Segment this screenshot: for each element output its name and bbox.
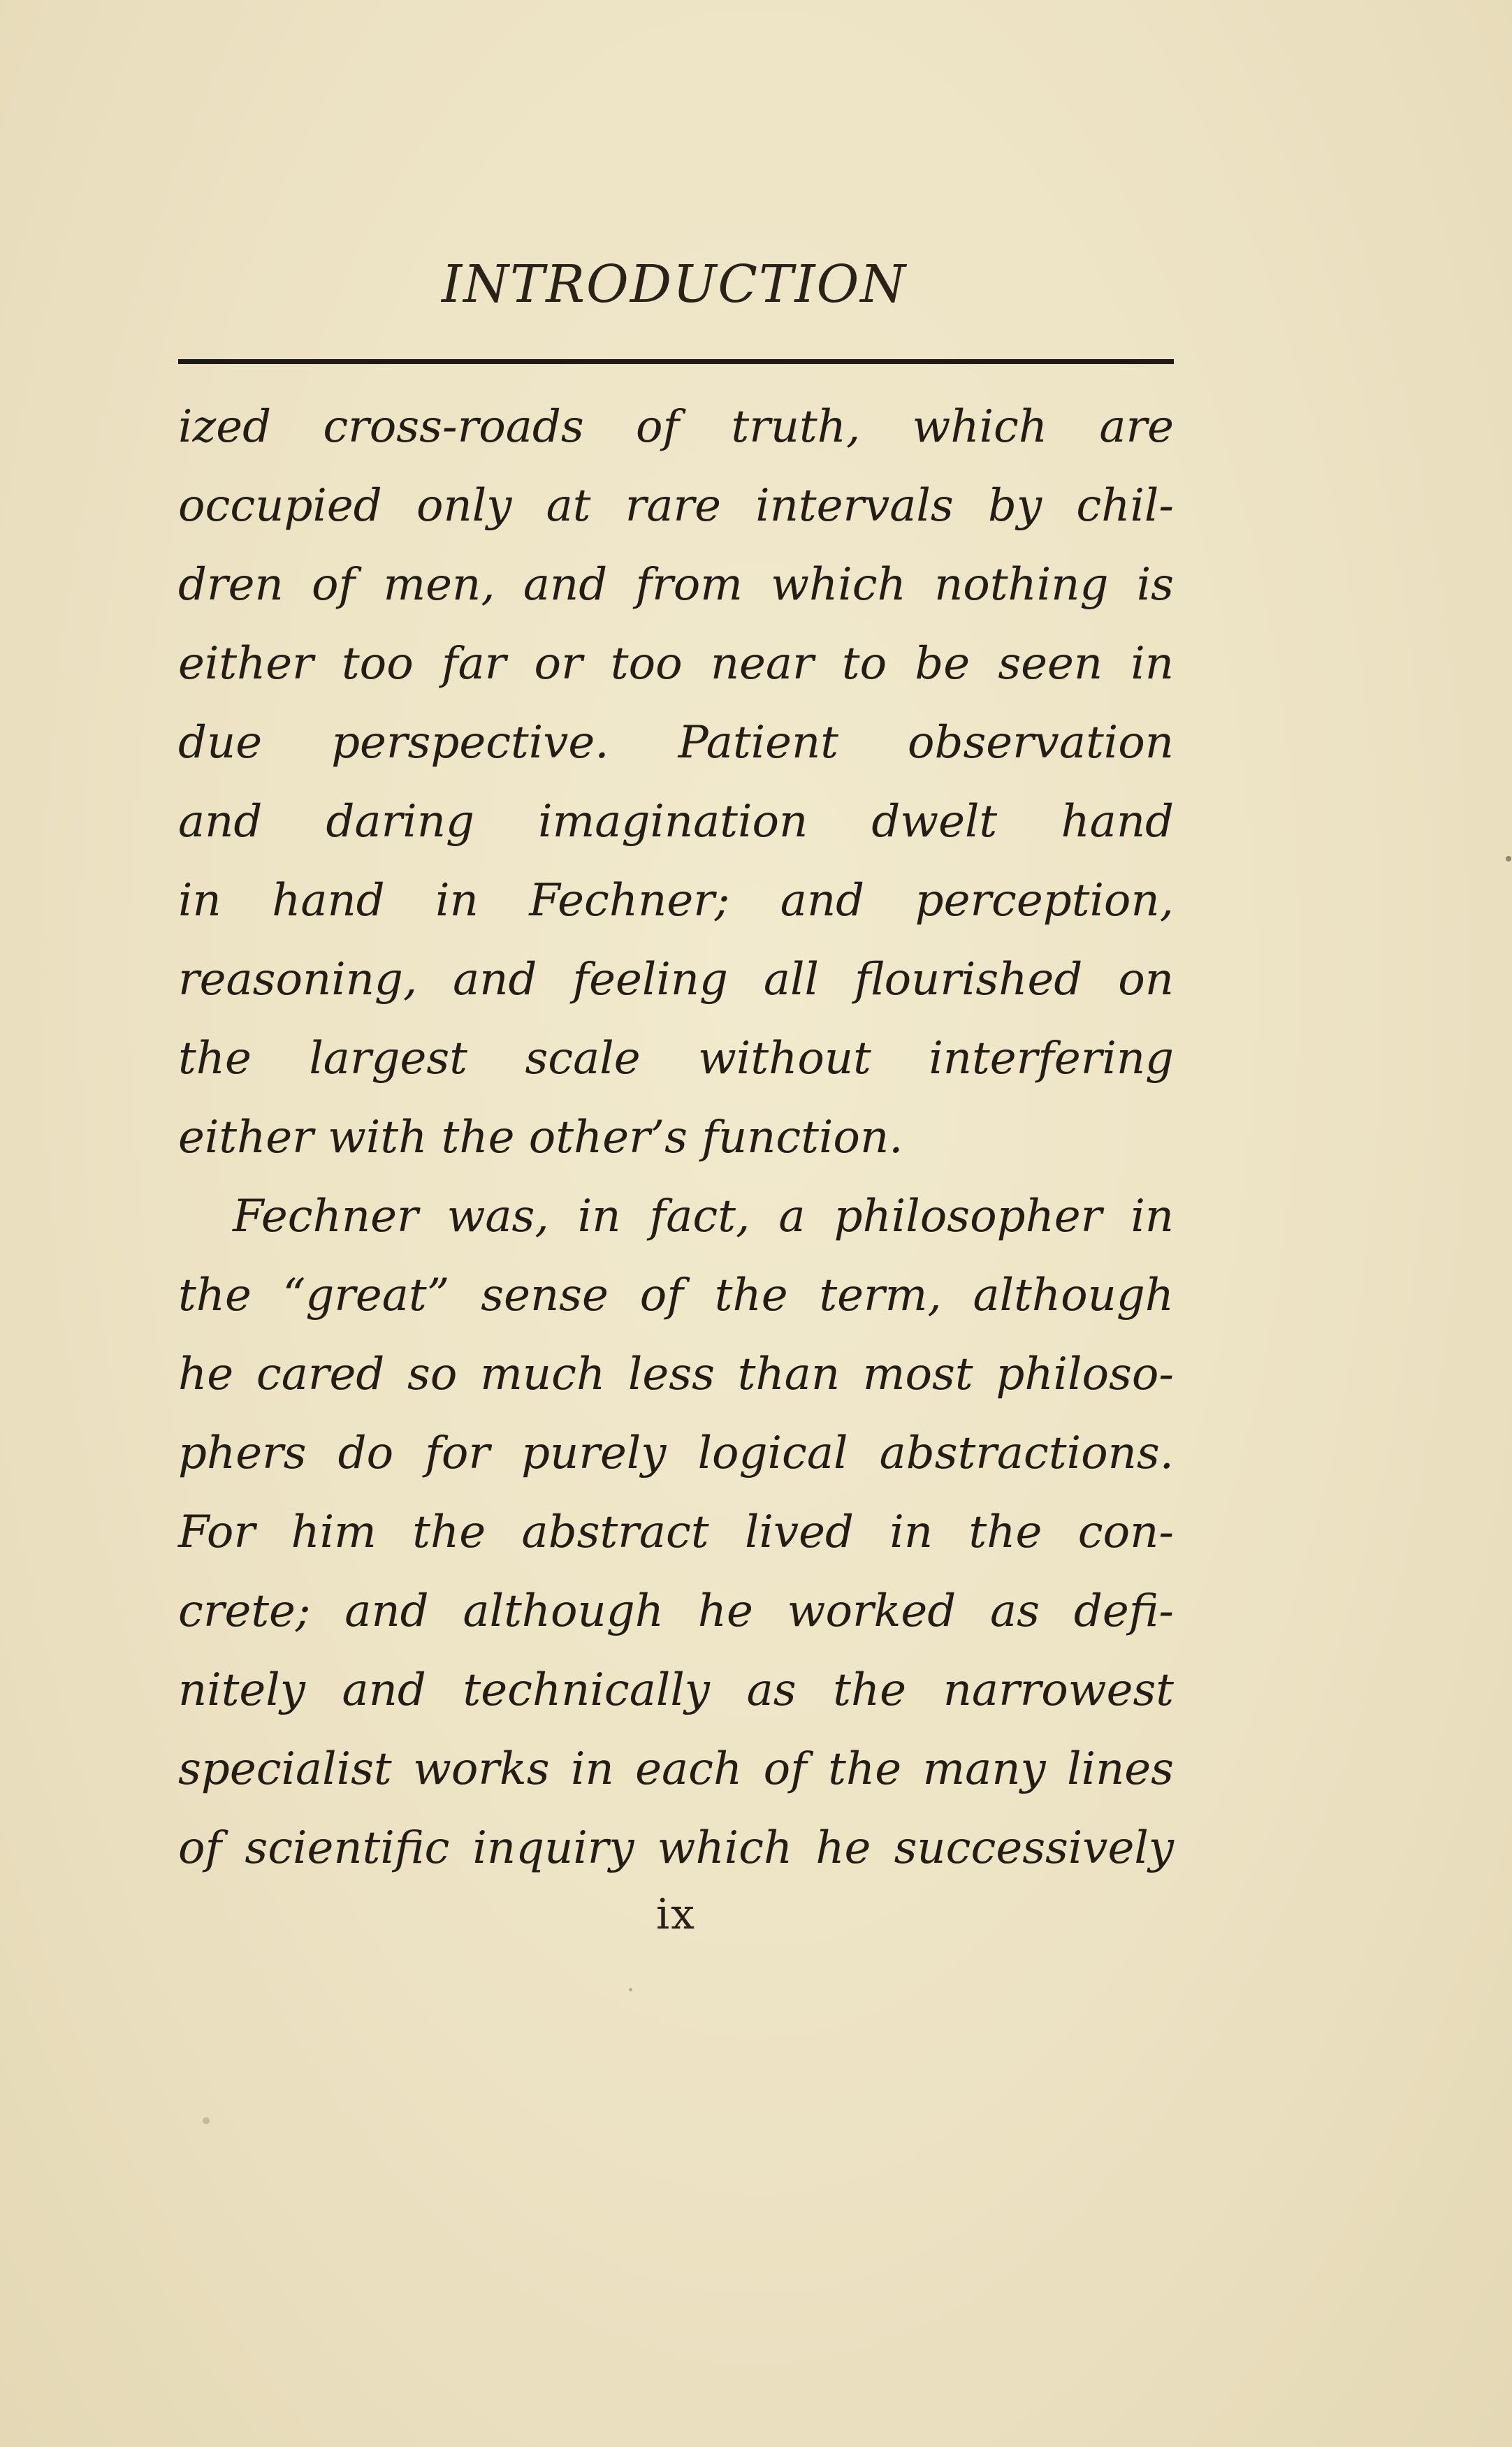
- page-number: ix: [655, 1890, 697, 1939]
- text-line: of scientific inquiry which he successively: [178, 1822, 1174, 1874]
- body-text: [178, 388, 1174, 1888]
- paragraph-end-line: either with the other’s function.: [178, 1112, 903, 1163]
- text-line: the largest scale without interfering: [178, 1033, 1174, 1084]
- text-line: ized cross-roads of truth, which are: [178, 401, 1174, 453]
- text-line: the “great” sense of the term, although: [178, 1270, 1174, 1321]
- paper-speck: [1506, 856, 1511, 862]
- paper-speck: [629, 1988, 632, 1991]
- text-line: dren of men, and from which nothing is: [178, 559, 1174, 611]
- text-line: crete; and although he worked as defi-: [178, 1585, 1174, 1637]
- header-rule: [178, 359, 1174, 364]
- text-line: in hand in Fechner; and perception,: [178, 875, 1174, 927]
- text-line: nitely and technically as the narrowest: [178, 1664, 1174, 1716]
- text-line: occupied only at rare intervals by chil-: [178, 480, 1174, 532]
- text-line: specialist works in each of the many lines: [178, 1743, 1174, 1795]
- running-header: INTRODUCTION: [441, 254, 908, 314]
- text-line: reasoning, and feeling all flourished on: [178, 954, 1174, 1005]
- text-line: due perspective. Patient observation: [178, 717, 1174, 769]
- text-line: and daring imagination dwelt hand: [178, 796, 1174, 848]
- text-line: phers do for purely logical abstractions.: [178, 1428, 1174, 1479]
- paper-speck: [203, 2117, 210, 2124]
- text-line: either too far or too near to be seen in: [178, 638, 1174, 690]
- paragraph-start-line: Fechner was, in fact, a philosopher in: [233, 1191, 1174, 1242]
- text-line: For him the abstract lived in the con-: [178, 1506, 1174, 1558]
- text-line: he cared so much less than most philoso-: [178, 1349, 1174, 1400]
